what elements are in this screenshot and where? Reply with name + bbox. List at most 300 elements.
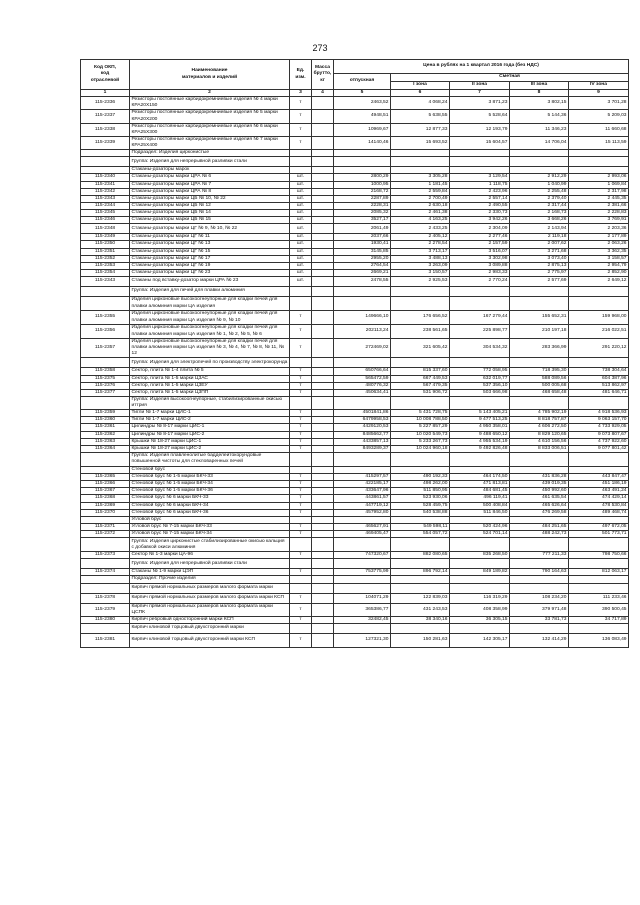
- price-zone3-cell: 155 652,31: [510, 311, 569, 325]
- unit-cell: т: [290, 616, 312, 623]
- table-row: [81, 241, 629, 248]
- unit-cell: [290, 452, 312, 466]
- code-cell: 115-2366: [81, 481, 130, 488]
- unit-cell: [290, 538, 312, 552]
- mass-cell: [312, 241, 334, 248]
- price-zone1-cell: 5 233 267,73: [391, 438, 450, 445]
- price-otpusk-cell: 465627,91: [334, 523, 391, 530]
- name-cell: Угловой брус № 7-15 марки БКЧ-33: [130, 523, 290, 530]
- name-cell: Стаканы-дозаторы марки ЦБ № 15: [130, 217, 290, 224]
- mass-cell: [312, 339, 334, 358]
- code-cell: 115-2356: [81, 325, 130, 339]
- code-cell: 115-2343: [81, 195, 130, 202]
- mass-cell: [312, 410, 334, 417]
- price-zone2-cell: 9 477 513,25: [450, 417, 510, 424]
- mass-cell: [312, 202, 334, 209]
- price-zone2-cell: 835 268,50: [450, 552, 510, 559]
- price-zone1-cell: 3 488,13: [391, 255, 450, 262]
- unit-cell: шт.: [290, 174, 312, 181]
- table-row: [81, 97, 629, 110]
- price-otpusk-cell: [334, 452, 391, 466]
- table-body: [81, 97, 629, 648]
- table-row: [81, 202, 629, 209]
- unit-cell: т: [290, 509, 312, 516]
- price-zone4-cell: 2 228,83: [569, 210, 629, 217]
- code-cell: 115-2354: [81, 269, 130, 276]
- price-zone4-cell: 604 387,96: [569, 375, 629, 382]
- code-cell: 115-2380: [81, 616, 130, 623]
- code-cell: [81, 297, 130, 311]
- price-zone3-cell: 439 019,35: [510, 481, 569, 488]
- code-cell: 115-2342: [81, 188, 130, 195]
- price-zone3-cell: [510, 150, 569, 157]
- price-zone3-cell: 461 635,54: [510, 495, 569, 502]
- mass-cell: [312, 538, 334, 552]
- price-otpusk-cell: 447719,12: [334, 502, 391, 509]
- price-zone3-cell: 2 168,73: [510, 210, 569, 217]
- name-cell: Группа: Изделия цирконистые стабилизированные окисью кальция с добавкой окиси алюминия: [130, 538, 290, 552]
- price-zone4-cell: 481 646,71: [569, 389, 629, 396]
- price-zone1-cell: 4 163,25: [391, 217, 450, 224]
- price-zone4-cell: 3 158,57: [569, 255, 629, 262]
- price-zone2-cell: [450, 538, 510, 552]
- price-zone4-cell: [569, 538, 629, 552]
- mass-cell: [312, 325, 334, 339]
- header-zone: I зона: [391, 82, 450, 90]
- table-row: [81, 311, 629, 325]
- name-cell: Стеновой брус № 1-5 марки БКЧ-36: [130, 488, 290, 495]
- price-zone2-cell: 167 279,44: [450, 311, 510, 325]
- price-otpusk-cell: 365386,77: [334, 603, 391, 616]
- header-zone: IV зона: [569, 82, 629, 90]
- price-zone1-cell: 3 305,28: [391, 174, 450, 181]
- price-otpusk-cell: 3527,17: [334, 217, 391, 224]
- code-cell: 115-2338: [81, 123, 130, 136]
- price-zone3-cell: 450 992,60: [510, 488, 569, 495]
- price-zone1-cell: 511 850,95: [391, 488, 450, 495]
- mass-cell: [312, 616, 334, 623]
- price-zone3-cell: 3 802,15: [510, 97, 569, 110]
- code-cell: 115-2339: [81, 136, 130, 149]
- price-otpusk-cell: 14140,46: [334, 136, 391, 149]
- name-cell: Угловой брус: [130, 516, 290, 523]
- name-cell: Группа: Изделия высокоогнеупорные, стабилизированные окисью иттрия: [130, 396, 290, 409]
- price-otpusk-cell: [334, 167, 391, 174]
- price-zone1-cell: [391, 287, 450, 297]
- price-zone3-cell: 5 144,36: [510, 110, 569, 123]
- price-zone3-cell: 484 251,65: [510, 523, 569, 530]
- unit-cell: шт.: [290, 241, 312, 248]
- price-otpusk-cell: 2228,31: [334, 202, 391, 209]
- price-zone2-cell: [450, 157, 510, 167]
- price-zone2-cell: 4 955 534,19: [450, 438, 510, 445]
- price-zone1-cell: 882 080,65: [391, 552, 450, 559]
- price-otpusk-cell: 450634,41: [334, 389, 391, 396]
- name-cell: Тигли № 1-7 марки ЦИС-1: [130, 410, 290, 417]
- name-cell: Стаканы под вставку-дозатор марки ЦРА № 23: [130, 277, 290, 287]
- code-cell: 115-2378: [81, 593, 130, 603]
- price-zone2-cell: 2 277,46: [450, 234, 510, 241]
- price-zone1-cell: 3 150,57: [391, 269, 450, 276]
- price-zone2-cell: 2 770,24: [450, 277, 510, 287]
- table-row: [81, 509, 629, 516]
- price-zone3-cell: 4 610 156,56: [510, 438, 569, 445]
- mass-cell: [312, 110, 334, 123]
- price-zone3-cell: 465 626,64: [510, 502, 569, 509]
- table-row: [81, 488, 629, 495]
- name-cell: Стаканы-дозаторы марки ЦГ № 23: [130, 269, 290, 276]
- name-cell: Стаканы-дозаторы марки ЦБ № 14: [130, 210, 290, 217]
- price-zone4-cell: 15 113,59: [569, 136, 629, 149]
- name-cell: Сектор № 1-3 марки ЦА-96: [130, 552, 290, 559]
- name-cell: Резисторы постоянные карбидокремниевые изделия № 6 марки КРА25Х300: [130, 123, 290, 136]
- price-zone1-cell: [391, 466, 450, 473]
- price-zone4-cell: 798 750,66: [569, 552, 629, 559]
- price-otpusk-cell: 149666,10: [334, 311, 391, 325]
- mass-cell: [312, 396, 334, 409]
- name-cell: Кирпич прямой нормальных размеров малого формата марки КСП: [130, 593, 290, 603]
- name-cell: Группа: Изделия для непрерывной разливки стали: [130, 157, 290, 167]
- price-otpusk-cell: [334, 538, 391, 552]
- price-zone3-cell: 210 197,18: [510, 325, 569, 339]
- unit-cell: т: [290, 438, 312, 445]
- price-otpusk-cell: 2669,21: [334, 269, 391, 276]
- table-row: [81, 174, 629, 181]
- price-zone1-cell: 38 340,16: [391, 616, 450, 623]
- unit-cell: т: [290, 569, 312, 576]
- code-cell: 115-2360: [81, 417, 130, 424]
- mass-cell: [312, 502, 334, 509]
- price-zone3-cell: [510, 297, 569, 311]
- price-zone2-cell: 9 492 826,48: [450, 445, 510, 452]
- price-zone3-cell: 2 875,13: [510, 262, 569, 269]
- mass-cell: [312, 495, 334, 502]
- name-cell: Стаканы-дозаторы марок: [130, 167, 290, 174]
- price-otpusk-cell: 8493289,37: [334, 445, 391, 452]
- price-zone1-cell: [391, 583, 450, 593]
- price-zone2-cell: [450, 150, 510, 157]
- price-zone2-cell: 2 304,09: [450, 224, 510, 234]
- name-cell: Изделия цирконовые высокоогнеупорные для кладки печей для плавки алюминия марки ЦА изделия № 9, № 10: [130, 311, 290, 325]
- price-otpusk-cell: [334, 157, 391, 167]
- price-otpusk-cell: 6479958,53: [334, 417, 391, 424]
- price-zone1-cell: [391, 167, 450, 174]
- unit-cell: [290, 466, 312, 473]
- unit-cell: [290, 287, 312, 297]
- table-row: [81, 181, 629, 188]
- code-cell: 115-2350: [81, 241, 130, 248]
- price-otpusk-cell: 2800,29: [334, 174, 391, 181]
- price-zone4-cell: [569, 559, 629, 569]
- price-otpusk-cell: [334, 576, 391, 583]
- price-zone1-cell: 5 431 728,75: [391, 410, 450, 417]
- price-otpusk-cell: 4433857,13: [334, 438, 391, 445]
- mass-cell: [312, 633, 334, 647]
- price-zone1-cell: [391, 623, 450, 633]
- price-zone4-cell: [569, 287, 629, 297]
- price-zone4-cell: 3 362,35: [569, 248, 629, 255]
- price-zone2-cell: 484 681,45: [450, 488, 510, 495]
- mass-cell: [312, 210, 334, 217]
- mass-cell: [312, 481, 334, 488]
- name-cell: Изделия цирконовые высокоогнеупорные для кладки печей для плавки алюминия марки ЦА изделия: [130, 297, 290, 311]
- price-zone3-cell: 8 818 757,87: [510, 417, 569, 424]
- header-column-number: 9: [569, 90, 629, 97]
- unit-cell: т: [290, 445, 312, 452]
- mass-cell: [312, 234, 334, 241]
- table-row: [81, 368, 629, 375]
- table-row: [81, 481, 629, 488]
- section-row: [81, 157, 629, 167]
- price-zone2-cell: 3 302,98: [450, 255, 510, 262]
- price-zone3-cell: 431 836,28: [510, 474, 569, 481]
- price-zone3-cell: 3 668,26: [510, 217, 569, 224]
- price-zone3-cell: [510, 396, 569, 409]
- mass-cell: [312, 277, 334, 287]
- name-cell: Крышки № 18-27 марки ЦИС-2: [130, 445, 290, 452]
- mass-cell: [312, 217, 334, 224]
- unit-cell: шт.: [290, 217, 312, 224]
- price-zone4-cell: [569, 167, 629, 174]
- mass-cell: [312, 466, 334, 473]
- price-otpusk-cell: 8485662,77: [334, 431, 391, 438]
- code-cell: 115-2375: [81, 375, 130, 382]
- price-zone3-cell: 2 379,40: [510, 195, 569, 202]
- code-cell: 115-2357: [81, 339, 130, 358]
- price-otpusk-cell: 1000,95: [334, 181, 391, 188]
- price-zone3-cell: [510, 559, 569, 569]
- price-zone4-cell: 390 500,45: [569, 603, 629, 616]
- price-otpusk-cell: 2085,32: [334, 210, 391, 217]
- price-zone4-cell: [569, 466, 629, 473]
- unit-cell: шт.: [290, 210, 312, 217]
- code-cell: [81, 516, 130, 523]
- price-zone1-cell: 5 227 857,29: [391, 424, 450, 431]
- unit-cell: т: [290, 523, 312, 530]
- code-cell: 115-2348: [81, 224, 130, 234]
- price-zone1-cell: [391, 576, 450, 583]
- price-zone1-cell: 10 024 960,18: [391, 445, 450, 452]
- price-zone4-cell: 3 701,28: [569, 97, 629, 110]
- unit-cell: т: [290, 389, 312, 396]
- price-zone2-cell: 2 557,14: [450, 195, 510, 202]
- table-row: [81, 445, 629, 452]
- price-zone1-cell: 528 459,75: [391, 502, 450, 509]
- name-cell: Цилиндры № 8-17 марки ЦИС-2: [130, 431, 290, 438]
- mass-cell: [312, 287, 334, 297]
- table-row: [81, 136, 629, 149]
- price-zone2-cell: 520 424,96: [450, 523, 510, 530]
- unit-cell: т: [290, 431, 312, 438]
- code-cell: 115-2337: [81, 110, 130, 123]
- price-zone4-cell: 474 429,14: [569, 495, 629, 502]
- price-zone1-cell: [391, 150, 450, 157]
- table-header: [81, 60, 629, 97]
- code-cell: [81, 358, 130, 368]
- price-zone4-cell: 159 968,00: [569, 311, 629, 325]
- code-cell: [81, 157, 130, 167]
- price-zone4-cell: 11 660,68: [569, 123, 629, 136]
- unit-cell: [290, 583, 312, 593]
- unit-cell: т: [290, 474, 312, 481]
- name-cell: Стеновой брус № 6 марки БКЧ-34: [130, 502, 290, 509]
- unit-cell: шт.: [290, 234, 312, 241]
- section-row: [81, 583, 629, 593]
- price-zone1-cell: 2 405,12: [391, 234, 450, 241]
- price-zone3-cell: [510, 287, 569, 297]
- unit-cell: [290, 297, 312, 311]
- price-zone2-cell: 496 119,41: [450, 495, 510, 502]
- unit-cell: шт.: [290, 181, 312, 188]
- unit-cell: [290, 150, 312, 157]
- price-zone4-cell: [569, 358, 629, 368]
- section-row: [81, 358, 629, 368]
- mass-cell: [312, 248, 334, 255]
- price-zone1-cell: 667 449,53: [391, 375, 450, 382]
- price-zone2-cell: 2 330,73: [450, 210, 510, 217]
- price-zone4-cell: 5 209,03: [569, 110, 629, 123]
- price-otpusk-cell: 2955,20: [334, 255, 391, 262]
- price-zone2-cell: [450, 396, 510, 409]
- mass-cell: [312, 181, 334, 188]
- price-zone3-cell: 2 007,62: [510, 241, 569, 248]
- price-zone1-cell: 896 792,14: [391, 569, 450, 576]
- price-otpusk-cell: 469405,47: [334, 531, 391, 538]
- table-row: [81, 262, 629, 269]
- code-cell: [81, 287, 130, 297]
- section-row: [81, 576, 629, 583]
- code-cell: 115-2372: [81, 531, 130, 538]
- header-unit: Ед. изм.: [290, 60, 312, 90]
- mass-cell: [312, 368, 334, 375]
- price-zone2-cell: 3 942,26: [450, 217, 510, 224]
- name-cell: Изделия цирконовые высокоогнеупорные для кладки печей для плавки алюминия марки ЦА изделия № 3, № 4, № 7, № 8, № 11, № 12: [130, 339, 290, 358]
- code-cell: 115-2363: [81, 438, 130, 445]
- mass-cell: [312, 311, 334, 325]
- code-cell: 115-2359: [81, 410, 130, 417]
- unit-cell: шт.: [290, 224, 312, 234]
- price-zone1-cell: 815 337,60: [391, 368, 450, 375]
- unit-cell: т: [290, 368, 312, 375]
- table-row: [81, 502, 629, 509]
- mass-cell: [312, 431, 334, 438]
- price-zone1-cell: 12 877,33: [391, 123, 450, 136]
- price-zone3-cell: 1 040,99: [510, 181, 569, 188]
- price-zone2-cell: 2 157,59: [450, 241, 510, 248]
- price-zone2-cell: [450, 297, 510, 311]
- header-otpusk: отпускная: [334, 74, 391, 90]
- code-cell: 115-2371: [81, 523, 130, 530]
- price-zone2-cell: [450, 559, 510, 569]
- price-zone3-cell: [510, 623, 569, 633]
- header-zone: II зона: [450, 82, 510, 90]
- price-zone3-cell: 2 912,29: [510, 174, 569, 181]
- price-otpusk-cell: 202113,24: [334, 325, 391, 339]
- price-zone3-cell: 4 785 902,19: [510, 410, 569, 417]
- price-zone1-cell: [391, 297, 450, 311]
- price-zone4-cell: 9 063 157,70: [569, 417, 629, 424]
- price-zone2-cell: 500 408,84: [450, 502, 510, 509]
- code-cell: 115-2340: [81, 174, 130, 181]
- price-zone4-cell: 463 491,24: [569, 488, 629, 495]
- price-zone2-cell: 9 488 650,12: [450, 431, 510, 438]
- name-cell: Группа: Изделия для печей для плавки алюминия: [130, 287, 290, 297]
- section-row: [81, 167, 629, 174]
- mass-cell: [312, 576, 334, 583]
- mass-cell: [312, 417, 334, 424]
- name-cell: Стаканы-дозаторы марки ЦБ № 10, № 22: [130, 195, 290, 202]
- price-otpusk-cell: [334, 297, 391, 311]
- code-cell: 115-2368: [81, 495, 130, 502]
- price-otpusk-cell: [334, 466, 391, 473]
- table-row: [81, 569, 629, 576]
- mass-cell: [312, 583, 334, 593]
- table-row: [81, 123, 629, 136]
- price-zone1-cell: [391, 538, 450, 552]
- price-zone3-cell: 3 073,40: [510, 255, 569, 262]
- price-zone2-cell: 408 358,99: [450, 603, 510, 616]
- price-zone3-cell: 11 346,23: [510, 123, 569, 136]
- price-otpusk-cell: 480776,32: [334, 382, 391, 389]
- unit-cell: т: [290, 552, 312, 559]
- section-row: [81, 452, 629, 466]
- code-cell: [81, 623, 130, 633]
- mass-cell: [312, 488, 334, 495]
- table-row: [81, 195, 629, 202]
- price-zone4-cell: 2 177,89: [569, 234, 629, 241]
- unit-cell: [290, 623, 312, 633]
- price-zone4-cell: 2 203,36: [569, 224, 629, 234]
- table-row: [81, 277, 629, 287]
- price-zone1-cell: 4 068,24: [391, 97, 450, 110]
- price-zone4-cell: 443 847,47: [569, 474, 629, 481]
- price-zone2-cell: 632 019,77: [450, 375, 510, 382]
- price-zone2-cell: 15 604,57: [450, 136, 510, 149]
- price-zone3-cell: 2 577,69: [510, 277, 569, 287]
- name-cell: Цилиндры № 8-17 марки ЦИС-1: [130, 424, 290, 431]
- price-zone1-cell: 5 638,55: [391, 110, 450, 123]
- code-cell: [81, 466, 130, 473]
- unit-cell: шт.: [290, 262, 312, 269]
- table-row: [81, 210, 629, 217]
- price-zone1-cell: [391, 157, 450, 167]
- name-cell: Стаканы № 1-9 марки ЦЭП: [130, 569, 290, 576]
- price-zone4-cell: 2 993,06: [569, 174, 629, 181]
- price-zone4-cell: 489 468,74: [569, 509, 629, 516]
- unit-cell: шт.: [290, 277, 312, 287]
- mass-cell: [312, 593, 334, 603]
- price-zone1-cell: 490 192,33: [391, 474, 450, 481]
- mass-cell: [312, 445, 334, 452]
- price-otpusk-cell: 457952,80: [334, 509, 391, 516]
- table-row: [81, 593, 629, 603]
- price-zone1-cell: 549 598,11: [391, 523, 450, 530]
- price-zone1-cell: 2 433,25: [391, 224, 450, 234]
- code-cell: [81, 150, 130, 157]
- code-cell: 115-2355: [81, 311, 130, 325]
- price-otpusk-cell: 2764,54: [334, 262, 391, 269]
- unit-cell: шт.: [290, 202, 312, 209]
- mass-cell: [312, 157, 334, 167]
- price-zone3-cell: 8 829 120,65: [510, 431, 569, 438]
- price-zone3-cell: 3 271,68: [510, 248, 569, 255]
- price-zone4-cell: 4 733 929,05: [569, 424, 629, 431]
- unit-cell: [290, 516, 312, 523]
- code-cell: 115-2374: [81, 569, 130, 576]
- code-cell: 115-2349: [81, 234, 130, 241]
- price-zone2-cell: 2 983,33: [450, 269, 510, 276]
- code-cell: 115-2358: [81, 368, 130, 375]
